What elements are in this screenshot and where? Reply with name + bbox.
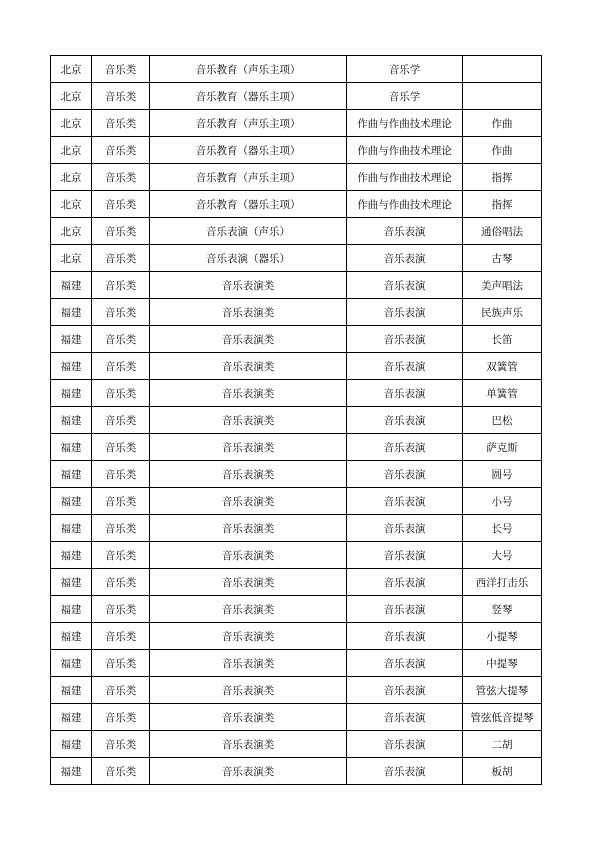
province-cell: 福建 xyxy=(51,515,92,542)
exam-type-cell: 音乐表演类 xyxy=(150,731,347,758)
province-cell: 福建 xyxy=(51,677,92,704)
exam-type-cell: 音乐教育（器乐主项） xyxy=(150,137,347,164)
table-row xyxy=(51,137,542,164)
category-cell: 音乐类 xyxy=(92,650,150,677)
exam-type-cell: 音乐表演类 xyxy=(150,326,347,353)
province-cell: 福建 xyxy=(51,272,92,299)
table-row xyxy=(51,218,542,245)
table-row xyxy=(51,623,542,650)
major-cell: 音乐表演 xyxy=(347,272,463,299)
table-row xyxy=(51,488,542,515)
category-cell: 音乐类 xyxy=(92,461,150,488)
exam-type-cell: 音乐表演类 xyxy=(150,488,347,515)
category-cell: 音乐类 xyxy=(92,488,150,515)
province-cell: 北京 xyxy=(51,83,92,110)
exam-type-cell: 音乐表演类 xyxy=(150,677,347,704)
category-cell: 音乐类 xyxy=(92,380,150,407)
major-cell: 音乐表演 xyxy=(347,677,463,704)
major-cell: 音乐表演 xyxy=(347,434,463,461)
category-cell: 音乐类 xyxy=(92,704,150,731)
province-cell: 北京 xyxy=(51,110,92,137)
direction-cell: 作曲 xyxy=(463,137,542,164)
province-cell: 福建 xyxy=(51,569,92,596)
exam-type-cell: 音乐表演类 xyxy=(150,434,347,461)
category-cell: 音乐类 xyxy=(92,326,150,353)
major-cell: 音乐学 xyxy=(347,83,463,110)
province-cell: 北京 xyxy=(51,164,92,191)
exam-type-cell: 音乐表演类 xyxy=(150,704,347,731)
exam-type-cell: 音乐表演类 xyxy=(150,542,347,569)
province-cell: 福建 xyxy=(51,704,92,731)
exam-type-cell: 音乐教育（声乐主项） xyxy=(150,110,347,137)
direction-cell: 指挥 xyxy=(463,164,542,191)
table-row xyxy=(51,434,542,461)
exam-type-cell: 音乐教育（声乐主项） xyxy=(150,56,347,83)
exam-type-cell: 音乐表演类 xyxy=(150,380,347,407)
category-cell: 音乐类 xyxy=(92,407,150,434)
major-cell: 音乐表演 xyxy=(347,245,463,272)
direction-cell: 板胡 xyxy=(463,758,542,785)
table-row xyxy=(51,353,542,380)
table-row xyxy=(51,56,542,83)
direction-cell: 通俗唱法 xyxy=(463,218,542,245)
table-row xyxy=(51,461,542,488)
table-row xyxy=(51,326,542,353)
province-cell: 福建 xyxy=(51,488,92,515)
data-table xyxy=(50,55,542,785)
province-cell: 福建 xyxy=(51,623,92,650)
province-cell: 北京 xyxy=(51,191,92,218)
direction-cell xyxy=(463,56,542,83)
category-cell: 音乐类 xyxy=(92,191,150,218)
major-cell: 音乐表演 xyxy=(347,218,463,245)
province-cell: 福建 xyxy=(51,407,92,434)
category-cell: 音乐类 xyxy=(92,623,150,650)
province-cell: 福建 xyxy=(51,758,92,785)
exam-type-cell: 音乐表演类 xyxy=(150,596,347,623)
category-cell: 音乐类 xyxy=(92,434,150,461)
category-cell: 音乐类 xyxy=(92,299,150,326)
table-body xyxy=(51,56,542,785)
major-cell: 音乐表演 xyxy=(347,731,463,758)
major-cell: 音乐表演 xyxy=(347,704,463,731)
exam-type-cell: 音乐表演类 xyxy=(150,515,347,542)
table-row xyxy=(51,758,542,785)
direction-cell: 萨克斯 xyxy=(463,434,542,461)
major-cell: 音乐表演 xyxy=(347,461,463,488)
category-cell: 音乐类 xyxy=(92,515,150,542)
province-cell: 福建 xyxy=(51,731,92,758)
table-row xyxy=(51,704,542,731)
direction-cell: 指挥 xyxy=(463,191,542,218)
province-cell: 福建 xyxy=(51,434,92,461)
major-cell: 作曲与作曲技术理论 xyxy=(347,164,463,191)
province-cell: 福建 xyxy=(51,650,92,677)
major-cell: 音乐表演 xyxy=(347,569,463,596)
direction-cell: 中提琴 xyxy=(463,650,542,677)
major-cell: 音乐学 xyxy=(347,56,463,83)
exam-type-cell: 音乐表演类 xyxy=(150,623,347,650)
province-cell: 福建 xyxy=(51,542,92,569)
category-cell: 音乐类 xyxy=(92,758,150,785)
major-cell: 音乐表演 xyxy=(347,380,463,407)
major-cell: 音乐表演 xyxy=(347,326,463,353)
province-cell: 北京 xyxy=(51,137,92,164)
direction-cell: 大号 xyxy=(463,542,542,569)
table-row xyxy=(51,542,542,569)
direction-cell: 民族声乐 xyxy=(463,299,542,326)
table-row xyxy=(51,245,542,272)
exam-type-cell: 音乐表演（声乐） xyxy=(150,218,347,245)
province-cell: 北京 xyxy=(51,56,92,83)
category-cell: 音乐类 xyxy=(92,596,150,623)
direction-cell: 双簧管 xyxy=(463,353,542,380)
table-row xyxy=(51,272,542,299)
direction-cell: 单簧管 xyxy=(463,380,542,407)
province-cell: 福建 xyxy=(51,326,92,353)
major-cell: 音乐表演 xyxy=(347,623,463,650)
table-row xyxy=(51,110,542,137)
direction-cell xyxy=(463,83,542,110)
exam-type-cell: 音乐表演类 xyxy=(150,407,347,434)
major-cell: 音乐表演 xyxy=(347,542,463,569)
major-cell: 音乐表演 xyxy=(347,353,463,380)
exam-type-cell: 音乐表演类 xyxy=(150,758,347,785)
table-row xyxy=(51,407,542,434)
category-cell: 音乐类 xyxy=(92,731,150,758)
direction-cell: 美声唱法 xyxy=(463,272,542,299)
table-row xyxy=(51,191,542,218)
province-cell: 福建 xyxy=(51,380,92,407)
exam-type-cell: 音乐表演类 xyxy=(150,299,347,326)
category-cell: 音乐类 xyxy=(92,137,150,164)
province-cell: 北京 xyxy=(51,218,92,245)
direction-cell: 古琴 xyxy=(463,245,542,272)
exam-type-cell: 音乐表演类 xyxy=(150,569,347,596)
major-cell: 音乐表演 xyxy=(347,299,463,326)
table-row xyxy=(51,380,542,407)
province-cell: 福建 xyxy=(51,353,92,380)
direction-cell: 管弦大提琴 xyxy=(463,677,542,704)
major-cell: 音乐表演 xyxy=(347,407,463,434)
province-cell: 福建 xyxy=(51,299,92,326)
exam-type-cell: 音乐教育（声乐主项） xyxy=(150,164,347,191)
category-cell: 音乐类 xyxy=(92,353,150,380)
major-cell: 音乐表演 xyxy=(347,596,463,623)
table-row xyxy=(51,164,542,191)
exam-type-cell: 音乐教育（器乐主项） xyxy=(150,191,347,218)
category-cell: 音乐类 xyxy=(92,272,150,299)
major-cell: 音乐表演 xyxy=(347,758,463,785)
table-row xyxy=(51,569,542,596)
exam-type-cell: 音乐表演类 xyxy=(150,650,347,677)
exam-type-cell: 音乐表演（器乐） xyxy=(150,245,347,272)
category-cell: 音乐类 xyxy=(92,56,150,83)
exam-type-cell: 音乐表演类 xyxy=(150,272,347,299)
table-row xyxy=(51,650,542,677)
direction-cell: 长号 xyxy=(463,515,542,542)
category-cell: 音乐类 xyxy=(92,245,150,272)
direction-cell: 竖琴 xyxy=(463,596,542,623)
province-cell: 福建 xyxy=(51,461,92,488)
category-cell: 音乐类 xyxy=(92,164,150,191)
province-cell: 北京 xyxy=(51,245,92,272)
table-row xyxy=(51,515,542,542)
direction-cell: 巴松 xyxy=(463,407,542,434)
category-cell: 音乐类 xyxy=(92,542,150,569)
exam-type-cell: 音乐教育（器乐主项） xyxy=(150,83,347,110)
direction-cell: 二胡 xyxy=(463,731,542,758)
table-row xyxy=(51,596,542,623)
direction-cell: 小号 xyxy=(463,488,542,515)
table-row xyxy=(51,731,542,758)
exam-type-cell: 音乐表演类 xyxy=(150,461,347,488)
category-cell: 音乐类 xyxy=(92,83,150,110)
table-row xyxy=(51,677,542,704)
category-cell: 音乐类 xyxy=(92,569,150,596)
major-cell: 作曲与作曲技术理论 xyxy=(347,191,463,218)
direction-cell: 西洋打击乐 xyxy=(463,569,542,596)
major-cell: 音乐表演 xyxy=(347,650,463,677)
major-cell: 音乐表演 xyxy=(347,488,463,515)
major-cell: 音乐表演 xyxy=(347,515,463,542)
province-cell: 福建 xyxy=(51,596,92,623)
direction-cell: 作曲 xyxy=(463,110,542,137)
direction-cell: 管弦低音提琴 xyxy=(463,704,542,731)
major-cell: 作曲与作曲技术理论 xyxy=(347,137,463,164)
category-cell: 音乐类 xyxy=(92,110,150,137)
table-row xyxy=(51,83,542,110)
major-cell: 作曲与作曲技术理论 xyxy=(347,110,463,137)
category-cell: 音乐类 xyxy=(92,218,150,245)
direction-cell: 长笛 xyxy=(463,326,542,353)
table-row xyxy=(51,299,542,326)
direction-cell: 小提琴 xyxy=(463,623,542,650)
category-cell: 音乐类 xyxy=(92,677,150,704)
direction-cell: 圆号 xyxy=(463,461,542,488)
exam-type-cell: 音乐表演类 xyxy=(150,353,347,380)
